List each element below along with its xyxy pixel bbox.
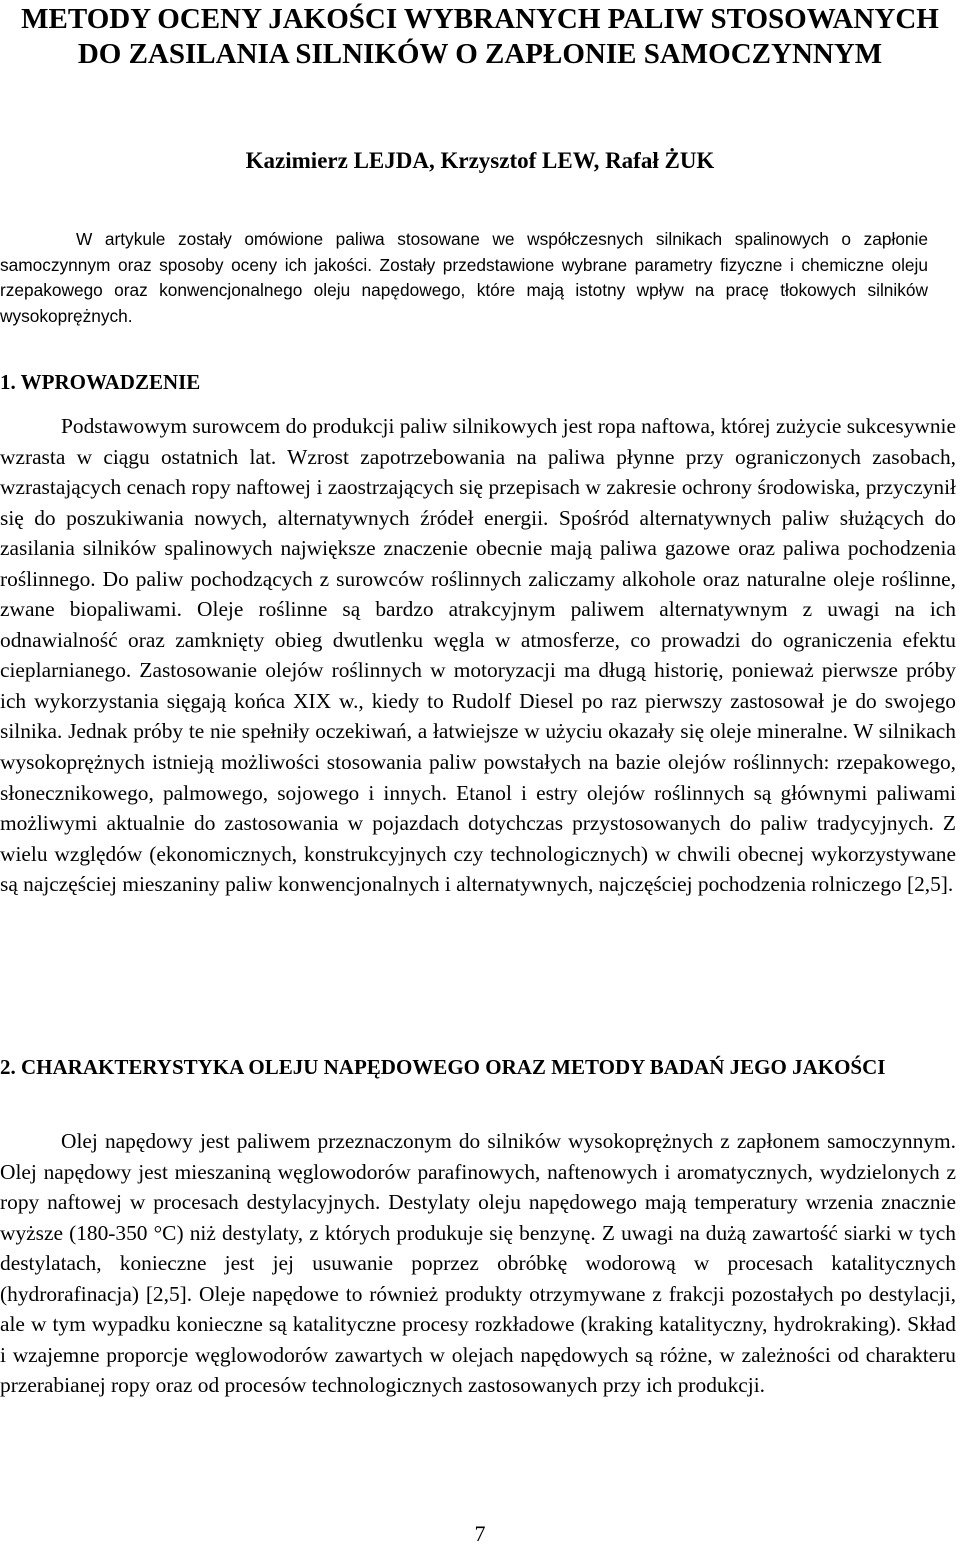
paper-abstract: W artykule zostały omówione paliwa stosowane we współczesnych silnikach spalinowych o zapłonie samoczynnym oraz sposoby oceny ich jakości. Zostały przedstawione wybrane parametry fizyczne i chemiczne oleju rzepakowego oraz konwencjonalnego oleju napędowego, które mają istotny wpływ na pracę tłokowych silników wysokoprężnych.: [0, 229, 928, 326]
section-1-heading: 1. WPROWADZENIE: [0, 370, 201, 394]
page-number: 7: [474, 1521, 486, 1546]
section-2-heading: 2. CHARAKTERYSTYKA OLEJU NAPĘDOWEGO ORAZ METODY BADAŃ JEGO JAKOŚCI: [0, 1055, 886, 1079]
paper-title: METODY OCENY JAKOŚCI WYBRANYCH PALIW STOSOWANYCH DO ZASILANIA SILNIKÓW O ZAPŁONIE SAMOCZYNNYM: [21, 3, 939, 70]
section-2-paragraph: Olej napędowy jest paliwem przeznaczonym do silników wysokoprężnych z zapłonem samoczynnym. Olej napędowy jest mieszaniną węglowodorów parafinowych, naftenowych i aromatycznych, wydzielonych z ropy naftowej w procesach destylacyjnych. Destylaty oleju napędowego mają temperatury wrzenia znacznie wyższe (180-350 °C) niż destylaty, z których produkuje się benzynę. Z uwagi na dużą zawartość siarki w tych destylatach, konieczne jest jej usuwanie poprzez obróbkę wodorową w procesach katalitycznych (hydrorafinacja) [2,5]. Oleje napędowe to również produkty otrzymywane z frakcji pozostałych po destylacji, ale w tym wypadku konieczne są katalityczne procesy rozkładowe (kraking katalityczny, hydrokraking). Skład i wzajemne proporcje węglowodorów zawartych w olejach napędowych są różne, w zależności od charakteru przerabianej ropy oraz od procesów technologicznych zastosowanych przy ich produkcji.: [0, 1129, 956, 1398]
section-1-paragraph: Podstawowym surowcem do produkcji paliw silnikowych jest ropa naftowa, której zużycie sukcesywnie wzrasta w ciągu ostatnich lat. Wzrost zapotrzebowania na paliwa płynne przy ograniczonych zasobach, wzrastających cenach ropy naftowej i zaostrzających się przepisach w zakresie ochrony środowiska, przyczynił się do poszukiwania nowych, alternatywnych źródeł energii. Spośród alternatywnych paliw służących do zasilania silników spalinowych największe znaczenie obecnie mają paliwa gazowe oraz paliwa pochodzenia roślinnego. Do paliw pochodzących z surowców roślinnych zaliczamy alkohole oraz naturalne oleje roślinne, zwane biopaliwami. Oleje roślinne są bardzo atrakcyjnym paliwem alternatywnym z uwagi na ich odnawialność oraz zamknięty obieg dwutlenku węgla w atmosferze, co prowadzi do ograniczenia efektu cieplarnianego. Zastosowanie olejów roślinnych w motoryzacji ma długą historię, ponieważ pierwsze próby ich wykorzystania sięgają końca XIX w., kiedy to Rudolf Diesel po raz pierwszy zastosował je do swojego silnika. Jednak próby te nie spełniły oczekiwań, a łatwiejsze w użyciu okazały się oleje mineralne. W silnikach wysokoprężnych istnieją możliwości stosowania paliw powstałych na bazie olejów roślinnych: rzepakowego, słonecznikowego, palmowego, sojowego i innych. Etanol i estry olejów roślinnych są głównymi paliwami możliwymi aktualnie do zastosowania w pojazdach dotychczas przystosowanych do paliw tradycyjnych. Z wielu względów (ekonomicznych, konstrukcyjnych czy technologicznych) w chwili obecnej wykorzystywane są najczęściej mieszaniny paliw konwencjonalnych i alternatywnych, najczęściej pochodzenia rolniczego [2,5].: [0, 414, 956, 897]
paper-authors: Kazimierz LEJDA, Krzysztof LEW, Rafał ŻUK: [245, 148, 715, 173]
